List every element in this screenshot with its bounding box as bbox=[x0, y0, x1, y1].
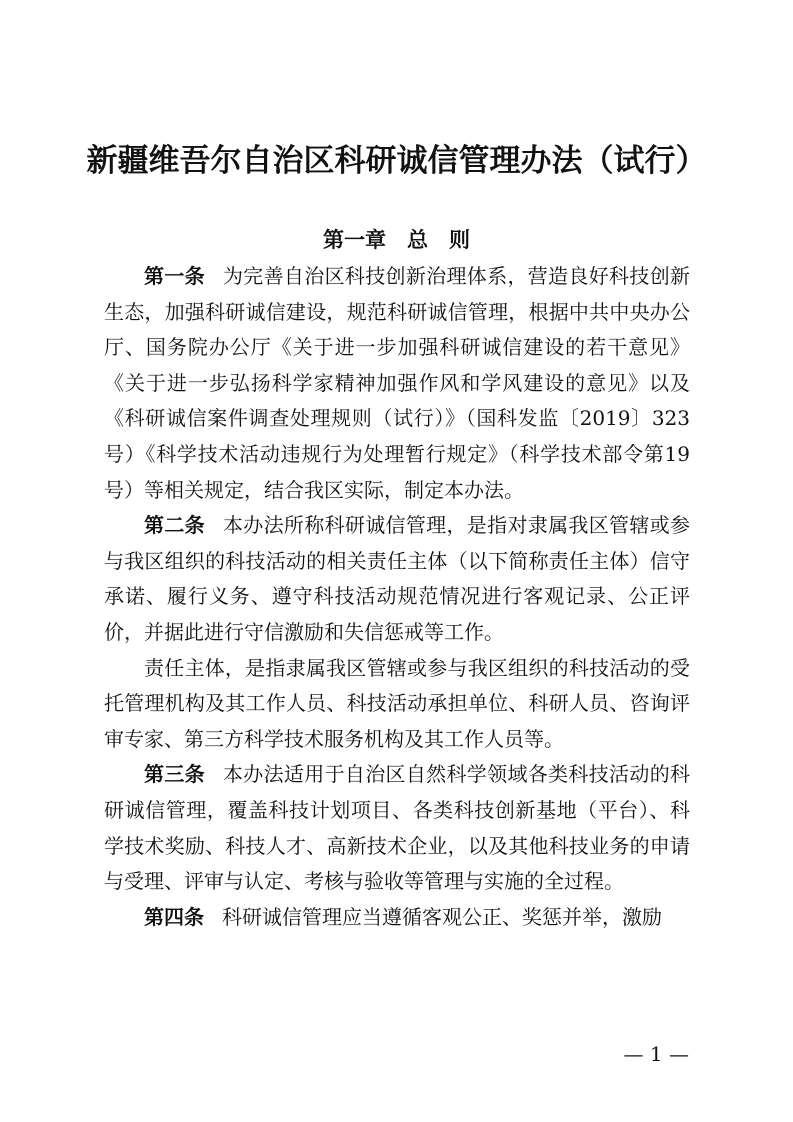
article-1 bbox=[104, 259, 690, 508]
article-text: 为完善自治区科技创新治理体系，营造良好科技创新生态，加强科研诚信建设，规范科研诚信管理，根据中共中央办公厅、国务院办公厅《关于进一步加强科研诚信建设的若干意见》《关于进一步弘扬科学家精神加强作风和学风建设的意见》以及《科研诚信案件调查处理规则（试行）》（国科发监〔2019〕323号）《科学技术活动违规行为处理暂行规定》（科学技术部令第19号）等相关规定，结合我区实际，制定本办法。 bbox=[104, 264, 691, 502]
chapter-heading: 第一章 总 则 bbox=[323, 228, 470, 252]
article-2-continued bbox=[104, 651, 690, 758]
page-number: — 1 — bbox=[623, 1042, 689, 1066]
article-text: 本办法适用于自治区自然科学领域各类科技活动的科研诚信管理，覆盖科技计划项目、各类科技创新基地（平台）、科学技术奖励、科技人才、高新技术企业，以及其他科技业务的申请与受理、评审与认定、考核与验收等管理与实施的全过程。 bbox=[104, 762, 691, 894]
article-4 bbox=[104, 900, 690, 936]
document-title: 新疆维吾尔自治区科研诚信管理办法（试行） bbox=[86, 143, 707, 179]
article-label: 第二条 bbox=[144, 513, 205, 538]
article-label: 第三条 bbox=[144, 762, 205, 787]
document-body bbox=[104, 259, 690, 935]
article-3 bbox=[104, 757, 690, 899]
article-text: 本办法所称科研诚信管理，是指对隶属我区管辖或参与我区组织的科技活动的相关责任主体（以下简称责任主体）信守承诺、履行义务、遵守科技活动规范情况进行客观记录、公正评价，并据此进行守信激励和失信惩戒等工作。 bbox=[104, 513, 691, 644]
paragraph-text: 责任主体，是指隶属我区管辖或参与我区组织的科技活动的受托管理机构及其工作人员、科技活动承担单位、科研人员、咨询评审专家、第三方科学技术服务机构及其工作人员等。 bbox=[104, 655, 690, 751]
article-2 bbox=[104, 508, 690, 650]
article-text: 科研诚信管理应当遵循客观公正、奖惩并举，激励 bbox=[222, 904, 662, 929]
article-label: 第四条 bbox=[144, 904, 204, 929]
article-label: 第一条 bbox=[144, 264, 205, 288]
